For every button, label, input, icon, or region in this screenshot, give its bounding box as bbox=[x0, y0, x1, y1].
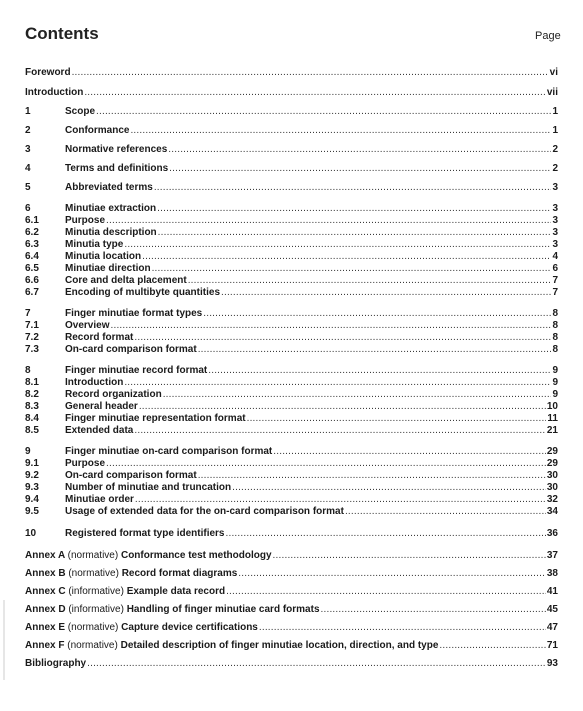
toc-entry-page: 36 bbox=[546, 528, 558, 539]
toc-entry-number: 7.1 bbox=[25, 320, 39, 331]
page-title: Contents bbox=[25, 24, 99, 43]
toc-entry[interactable] bbox=[25, 86, 558, 99]
annex-title: Capture device certifications bbox=[121, 622, 258, 633]
toc-entry-title: Extended data bbox=[65, 425, 134, 436]
toc-entry-page: vii bbox=[546, 87, 558, 98]
dot-leader bbox=[225, 528, 545, 540]
toc-entry-page: 7 bbox=[552, 275, 558, 286]
toc-entry-title: Conformance bbox=[65, 125, 130, 136]
toc-entry-page: 93 bbox=[546, 658, 558, 669]
dot-leader bbox=[226, 586, 546, 598]
toc-entry-title: Usage of extended data for the on-card comparison format bbox=[65, 506, 344, 517]
dot-leader bbox=[321, 604, 546, 616]
toc-entry-page: 9 bbox=[552, 365, 558, 376]
toc-entry-title: Minutiae order bbox=[65, 494, 134, 505]
toc-entry[interactable] bbox=[25, 143, 558, 156]
toc-entry-number: 8 bbox=[25, 365, 31, 376]
toc-entry-number: 8.4 bbox=[25, 413, 39, 424]
toc-entry[interactable] bbox=[25, 621, 558, 634]
toc-entry[interactable] bbox=[25, 162, 558, 175]
toc-entry-title: Finger minutiae representation format bbox=[65, 413, 246, 424]
toc-entry-number: 9.2 bbox=[25, 470, 39, 481]
toc-entry-title: Introduction bbox=[25, 87, 84, 98]
toc-entry[interactable] bbox=[25, 657, 558, 670]
toc-entry-title: Minutiae extraction bbox=[65, 203, 157, 214]
toc-entry-number: 6.6 bbox=[25, 275, 39, 286]
toc-entry-page: 34 bbox=[546, 506, 558, 517]
toc-entry-page: 3 bbox=[552, 215, 558, 226]
annex-qualifier: (normative) bbox=[67, 550, 119, 561]
toc-entry-title bbox=[25, 586, 225, 598]
toc-entry-number: 8.2 bbox=[25, 389, 39, 400]
toc-entry-title: Scope bbox=[65, 106, 96, 117]
toc-entry-title: Minutia description bbox=[65, 227, 157, 238]
toc-entry-page: 8 bbox=[552, 320, 558, 331]
toc-entry-title bbox=[25, 640, 438, 652]
toc-entry-number: 2 bbox=[25, 125, 31, 136]
toc-entry-page: 3 bbox=[552, 182, 558, 193]
toc-entry-title: Introduction bbox=[65, 377, 124, 388]
dot-leader bbox=[72, 67, 549, 79]
toc-entry-number: 3 bbox=[25, 144, 31, 155]
toc-entry-number: 4 bbox=[25, 163, 31, 174]
toc-entry-number: 10 bbox=[25, 528, 37, 539]
annex-label: Annex A bbox=[25, 550, 65, 561]
toc-entry-number: 6 bbox=[25, 203, 31, 214]
annex-title: Example data record bbox=[126, 586, 226, 597]
toc-entry[interactable] bbox=[25, 567, 558, 580]
dot-leader bbox=[168, 144, 551, 156]
dot-leader bbox=[154, 182, 552, 194]
toc-entry[interactable] bbox=[25, 286, 558, 299]
toc-entry-number: 6.7 bbox=[25, 287, 39, 298]
toc-entry-title: Abbreviated terms bbox=[65, 182, 153, 193]
toc-entry-page: vi bbox=[549, 67, 558, 78]
toc-entry-page: 8 bbox=[552, 308, 558, 319]
toc-entry-title bbox=[25, 622, 258, 634]
toc-entry-title: Foreword bbox=[25, 67, 71, 78]
toc-entry-page: 6 bbox=[552, 263, 558, 274]
annex-qualifier: (normative) bbox=[68, 568, 119, 579]
annex-title: Record format diagrams bbox=[121, 568, 238, 579]
toc-entry-page: 29 bbox=[546, 446, 558, 457]
toc-entry-page: 8 bbox=[552, 332, 558, 343]
toc-entry-number: 7 bbox=[25, 308, 31, 319]
annex-qualifier: (normative) bbox=[67, 640, 118, 651]
annex-title: Handling of finger minutiae card formats bbox=[126, 604, 320, 615]
dot-leader bbox=[273, 550, 546, 562]
toc-entry-page: 3 bbox=[552, 203, 558, 214]
toc-entry-title: Purpose bbox=[65, 458, 106, 469]
toc-entry-title: Minutiae direction bbox=[65, 263, 151, 274]
toc-entry-title: Minutia location bbox=[65, 251, 142, 262]
toc-entry-title: Record organization bbox=[65, 389, 162, 400]
toc-entry-page: 71 bbox=[546, 640, 558, 651]
toc-entry-number: 8.1 bbox=[25, 377, 39, 388]
toc-entry-page: 8 bbox=[552, 344, 558, 355]
toc-entry-title bbox=[25, 550, 272, 562]
toc-entry-number: 6.4 bbox=[25, 251, 39, 262]
toc-entry-page: 9 bbox=[552, 377, 558, 388]
toc-entry[interactable] bbox=[25, 66, 558, 79]
toc-entry[interactable] bbox=[25, 105, 558, 118]
toc-entry-title: General header bbox=[65, 401, 138, 412]
toc-entry-page: 21 bbox=[546, 425, 558, 436]
toc-entry[interactable] bbox=[25, 585, 558, 598]
dot-leader bbox=[238, 568, 546, 580]
toc-entry-title: On-card comparison format bbox=[65, 344, 197, 355]
annex-qualifier: (informative) bbox=[68, 586, 124, 597]
toc-entry-title: Finger minutiae on-card comparison format bbox=[65, 446, 273, 457]
annex-qualifier: (normative) bbox=[67, 622, 119, 633]
toc-entry-page: 45 bbox=[546, 604, 558, 615]
toc-entry-page: 10 bbox=[546, 401, 558, 412]
toc-entry-page: 1 bbox=[552, 125, 558, 136]
toc-entry-title: Core and delta placement bbox=[65, 275, 187, 286]
toc-entry-number: 7.2 bbox=[25, 332, 39, 343]
toc-entry-title: Finger minutiae record format bbox=[65, 365, 208, 376]
toc-entry-number: 7.3 bbox=[25, 344, 39, 355]
toc-entry[interactable] bbox=[25, 603, 558, 616]
dot-leader bbox=[169, 163, 551, 175]
toc-entry-title: Minutia type bbox=[65, 239, 124, 250]
toc-entry-number: 5 bbox=[25, 182, 31, 193]
dot-leader bbox=[130, 125, 551, 137]
annex-label: Annex D bbox=[25, 604, 66, 615]
dot-leader bbox=[439, 640, 545, 652]
scan-edge-mark bbox=[3, 600, 5, 680]
toc-entry-number: 8.3 bbox=[25, 401, 39, 412]
toc-entry-page: 3 bbox=[552, 239, 558, 250]
dot-leader bbox=[259, 622, 546, 634]
dot-leader bbox=[221, 287, 551, 299]
dot-leader bbox=[198, 344, 552, 356]
toc-entry-number: 8.5 bbox=[25, 425, 39, 436]
toc-entry-page: 2 bbox=[552, 163, 558, 174]
toc-entry-page: 30 bbox=[546, 482, 558, 493]
toc-entry-page: 38 bbox=[546, 568, 558, 579]
toc-entry-title: Number of minutiae and truncation bbox=[65, 482, 232, 493]
toc-entry-page: 3 bbox=[552, 227, 558, 238]
toc-entry-title: Overview bbox=[65, 320, 110, 331]
toc-entry[interactable] bbox=[25, 124, 558, 137]
toc-entry-number: 6.5 bbox=[25, 263, 39, 274]
toc-entry-title: Purpose bbox=[65, 215, 106, 226]
dot-leader bbox=[87, 658, 546, 670]
toc-entry-page: 47 bbox=[546, 622, 558, 633]
page-column-label: Page bbox=[535, 30, 561, 42]
toc-entry-title bbox=[25, 604, 320, 616]
toc-entry-page: 11 bbox=[547, 413, 558, 424]
toc-entry-page: 29 bbox=[546, 458, 558, 469]
annex-label: Annex C bbox=[25, 586, 66, 597]
toc-entry-page: 32 bbox=[546, 494, 558, 505]
dot-leader bbox=[84, 87, 546, 99]
toc-entry-number: 9.5 bbox=[25, 506, 39, 517]
toc-entry-title bbox=[25, 568, 237, 580]
dot-leader bbox=[345, 506, 546, 518]
toc-entry-title: Encoding of multibyte quantities bbox=[65, 287, 220, 298]
annex-title: Conformance test methodology bbox=[120, 550, 272, 561]
toc-entry-title: Record format bbox=[65, 332, 134, 343]
annex-label: Annex F bbox=[25, 640, 65, 651]
toc-entry-page: 7 bbox=[552, 287, 558, 298]
toc-entry-title: On-card comparison format bbox=[65, 470, 197, 481]
toc-entry-number: 6.1 bbox=[25, 215, 39, 226]
toc-entry-number: 6.3 bbox=[25, 239, 39, 250]
annex-label: Annex B bbox=[25, 568, 66, 579]
toc-entry[interactable] bbox=[25, 343, 558, 356]
toc-entry[interactable] bbox=[25, 424, 558, 437]
annex-label: Annex E bbox=[25, 622, 66, 633]
toc-entry[interactable] bbox=[25, 639, 558, 652]
toc-entry-number: 9.3 bbox=[25, 482, 39, 493]
toc-entry-title: Bibliography bbox=[25, 658, 87, 669]
toc-entry[interactable] bbox=[25, 181, 558, 194]
dot-leader bbox=[96, 106, 551, 118]
toc-entry[interactable] bbox=[25, 527, 558, 540]
toc-entry-page: 41 bbox=[546, 586, 558, 597]
toc-entry-title: Normative references bbox=[65, 144, 168, 155]
toc-entry-page: 37 bbox=[546, 550, 558, 561]
toc-entry-page: 2 bbox=[552, 144, 558, 155]
toc-entry-page: 9 bbox=[552, 389, 558, 400]
toc-entry-number: 9 bbox=[25, 446, 31, 457]
dot-leader bbox=[134, 425, 546, 437]
annex-qualifier: (informative) bbox=[68, 604, 124, 615]
toc-entry-number: 1 bbox=[25, 106, 31, 117]
toc-entry-number: 9.4 bbox=[25, 494, 39, 505]
toc-entry-title: Terms and definitions bbox=[65, 163, 169, 174]
toc-entry-number: 9.1 bbox=[25, 458, 39, 469]
toc-entry-page: 1 bbox=[552, 106, 558, 117]
annex-title: Detailed description of finger minutiae location, direction, and type bbox=[120, 640, 439, 651]
toc-entry[interactable] bbox=[25, 549, 558, 562]
toc-entry[interactable] bbox=[25, 505, 558, 518]
toc-entry-page: 4 bbox=[552, 251, 558, 262]
toc-entry-title: Finger minutiae format types bbox=[65, 308, 203, 319]
toc-entry-page: 30 bbox=[546, 470, 558, 481]
toc-entry-number: 6.2 bbox=[25, 227, 39, 238]
toc-entry-title: Registered format type identifiers bbox=[65, 528, 225, 539]
